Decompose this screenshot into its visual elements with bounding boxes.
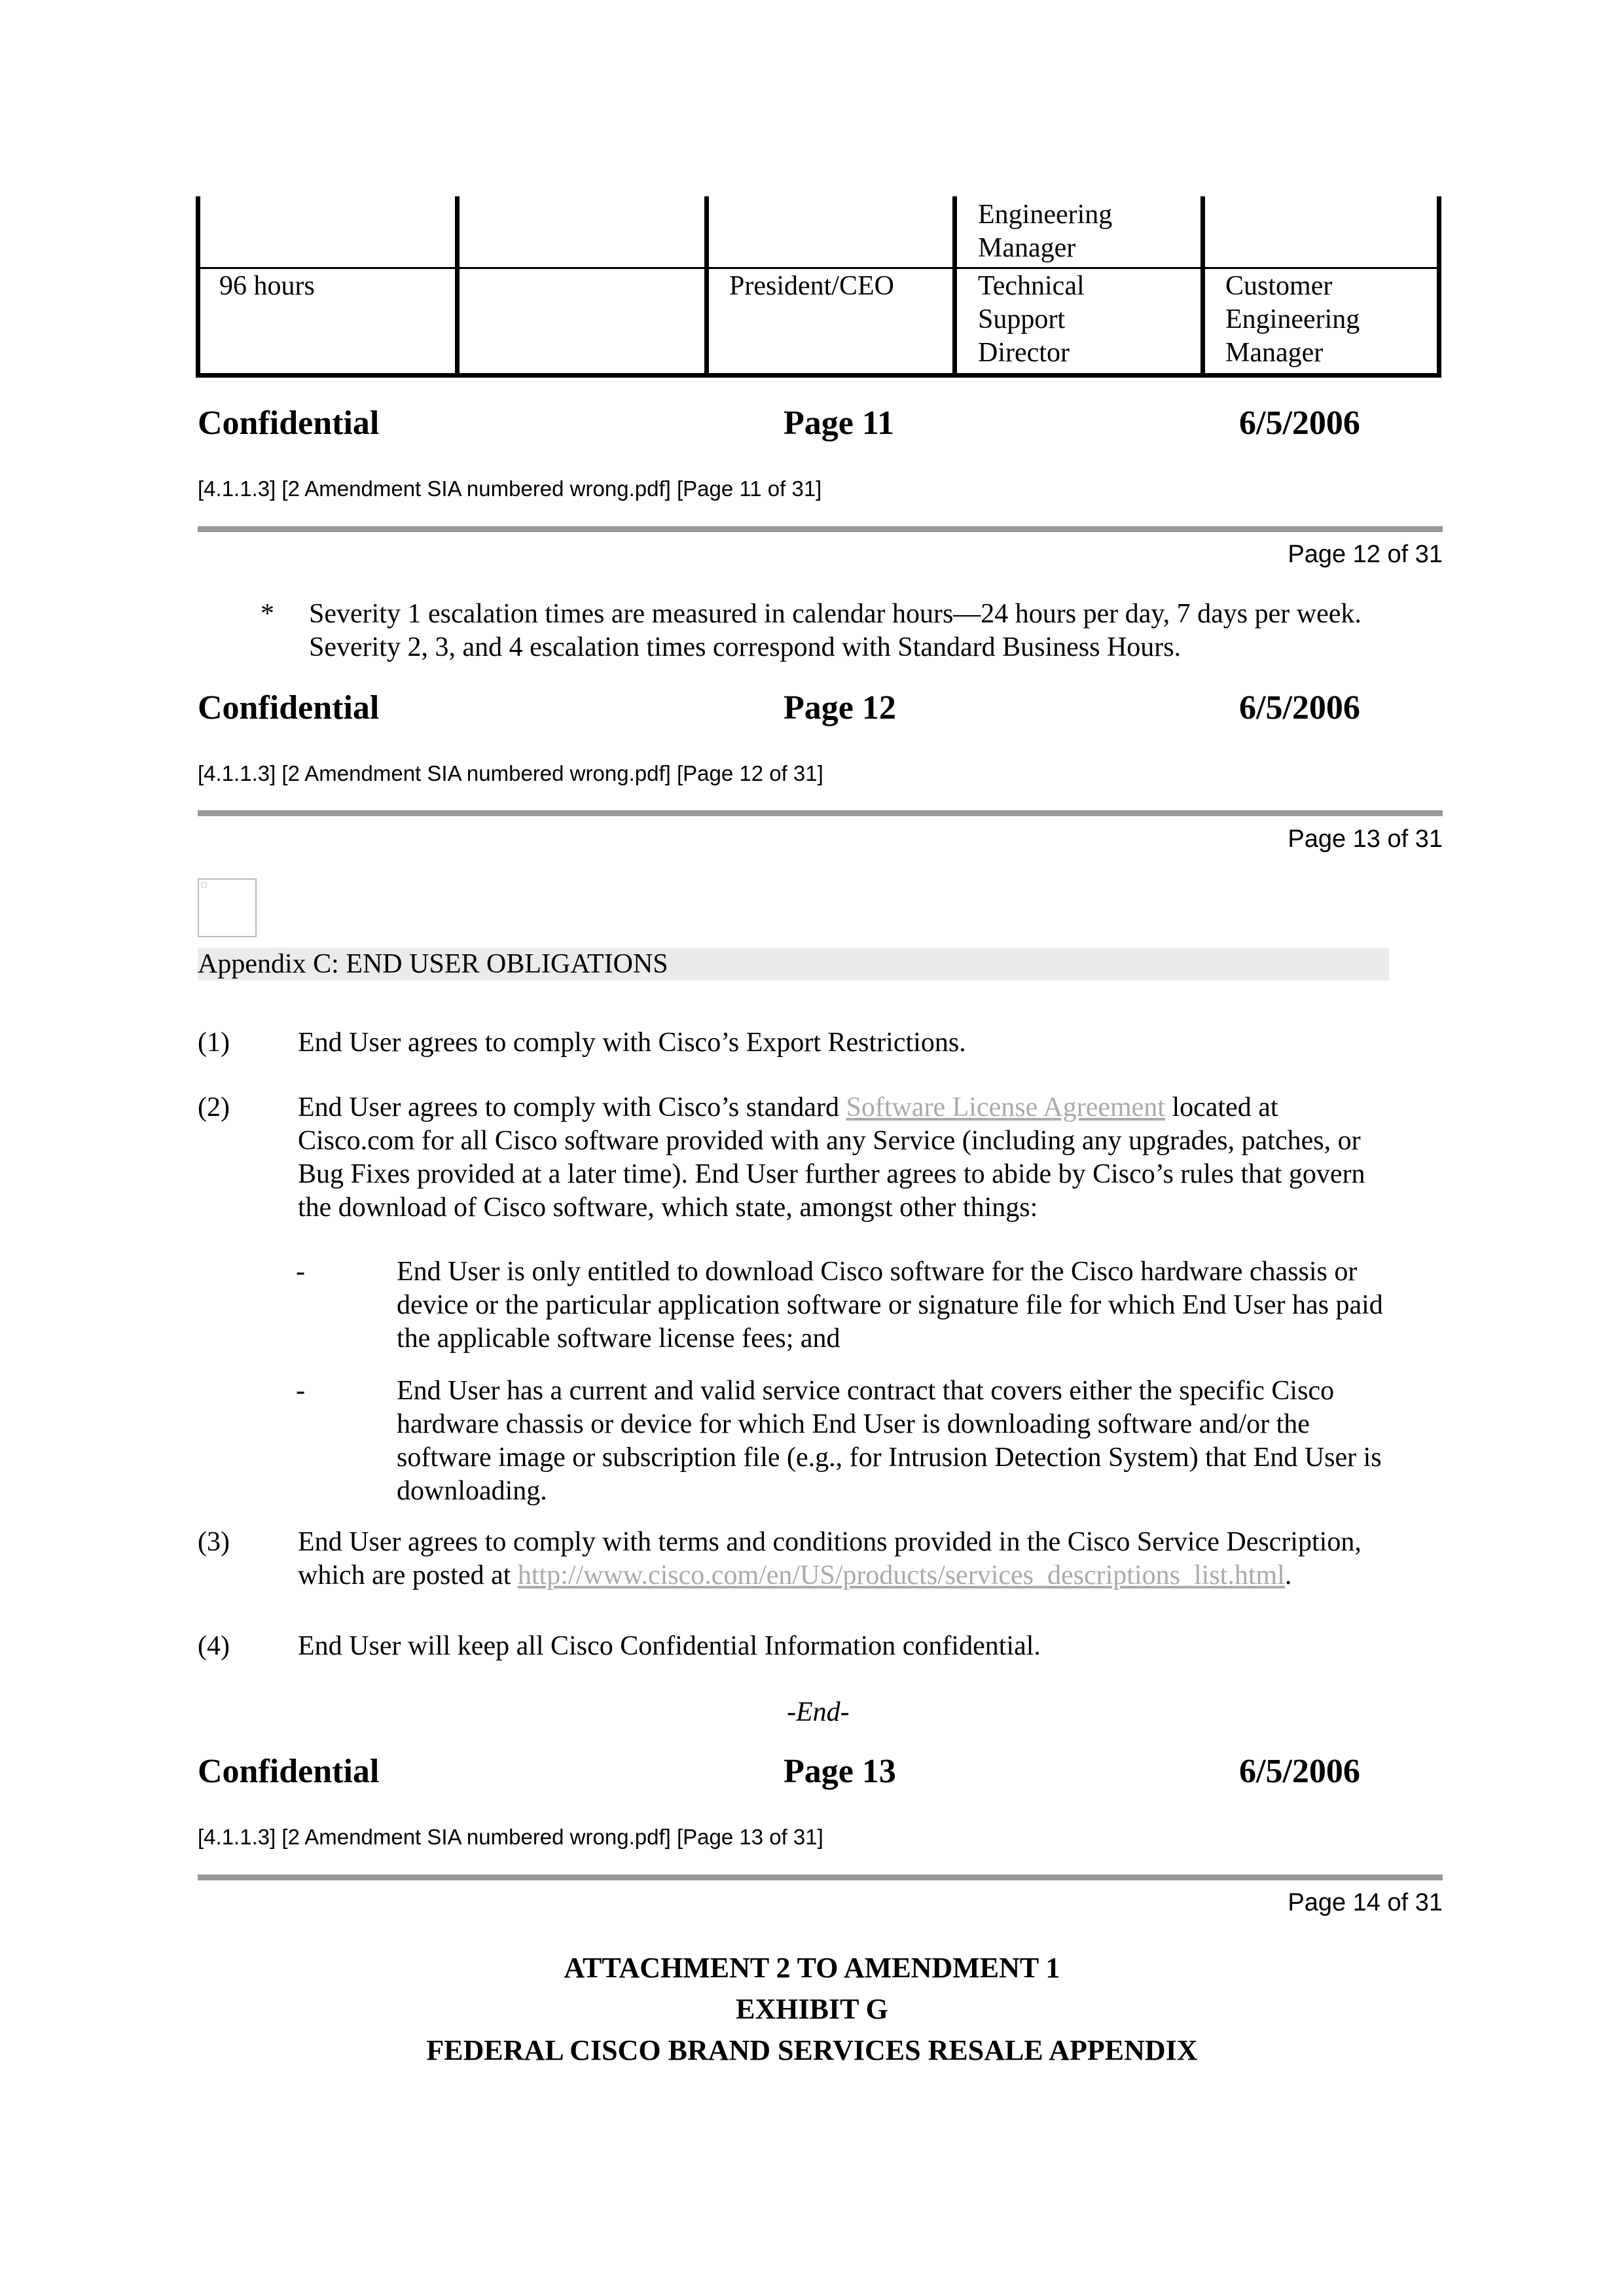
severity-note: Severity 1 escalation times are measured in calendar hours—24 hours per day, 7 days per week. Severity 2, 3, and 4 escalation times correspond with Standard Business Hours. [309, 599, 1362, 662]
bullet-dash: - [296, 1376, 305, 1406]
page-header-number: Page 14 of 31 [1288, 1889, 1443, 1916]
footer-page-number: Page 11 [784, 404, 894, 442]
list-item: End User has a current and valid service contract that covers either the specific Cisco hardware chassis or device for which End User is downloading software and/or the software image or subscription file (e.g., for Intrusion Detection System) that End User is downloading. [397, 1376, 1382, 1506]
footer-confidential: Confidential [198, 689, 380, 726]
list-number: (2) [198, 1092, 230, 1122]
table-border [704, 196, 709, 378]
table-cell: 96 hours [219, 271, 315, 301]
end-marker: -End- [787, 1697, 850, 1727]
footer-date: 6/5/2006 [1239, 1753, 1360, 1790]
footnote-marker: * [261, 599, 274, 629]
page-separator [198, 810, 1443, 816]
table-cell: Technical Support Director [978, 271, 1085, 368]
table-cell: Customer Engineering Manager [1225, 271, 1360, 368]
footer-confidential: Confidential [198, 1753, 380, 1790]
exhibit-title: EXHIBIT G [736, 1993, 888, 2025]
list-item: End User agrees to comply with terms and conditions provided in the Cisco Service Description, which are posted at http://www.cisco.com/en/US/products/services_descriptions_list.html. [298, 1527, 1362, 1590]
service-descriptions-link[interactable]: http://www.cisco.com/en/US/products/services_descriptions_list.html [517, 1560, 1285, 1590]
source-reference: [4.1.1.3] [2 Amendment SIA numbered wrong.pdf] [Page 13 of 31] [198, 1825, 823, 1849]
footer-date: 6/5/2006 [1239, 404, 1360, 442]
table-cell: President/CEO [729, 271, 894, 301]
attachment-title: ATTACHMENT 2 TO AMENDMENT 1 [564, 1952, 1060, 1984]
footer-page-number: Page 13 [784, 1753, 896, 1790]
table-border [1437, 196, 1441, 378]
list-number: (4) [198, 1631, 230, 1661]
source-reference: [4.1.1.3] [2 Amendment SIA numbered wrong.pdf] [Page 12 of 31] [198, 761, 823, 785]
page-header-number: Page 13 of 31 [1288, 825, 1443, 853]
attachment-heading [0, 1947, 1624, 2071]
list-number: (1) [198, 1028, 230, 1058]
page-separator [198, 526, 1443, 532]
table-border [196, 196, 200, 378]
list-item: End User agrees to comply with Cisco’s Export Restrictions. [298, 1028, 966, 1058]
bullet-dash: - [296, 1257, 305, 1287]
broken-image-icon [198, 878, 257, 937]
list-item: End User is only entitled to download Cisco software for the Cisco hardware chassis or device or the particular application software or signature file for which End User has paid the applicable software license fees; and [397, 1257, 1383, 1354]
software-license-agreement-link[interactable]: Software License Agreement [846, 1092, 1165, 1122]
table-border [196, 373, 1441, 378]
list-number: (3) [198, 1527, 230, 1557]
footer-date: 6/5/2006 [1239, 689, 1360, 726]
footer-confidential: Confidential [198, 404, 380, 442]
footer-page-number: Page 12 [784, 689, 896, 726]
page-header-number: Page 12 of 31 [1288, 541, 1443, 568]
list-item: End User will keep all Cisco Confidential Information confidential. [298, 1631, 1041, 1661]
list-item: End User agrees to comply with Cisco’s standard Software License Agreement located at Cisco.com for all Cisco software provided with any Service (including any upgrades, patches, or Bug Fixes provided at a later time). End User further agrees to abide by Cisco’s rules that govern the download of Cisco software, which state, amongst other things: [298, 1092, 1365, 1223]
page-separator [198, 1874, 1443, 1880]
table-border [455, 196, 460, 378]
table-border [1200, 196, 1205, 378]
source-reference: [4.1.1.3] [2 Amendment SIA numbered wrong.pdf] [Page 11 of 31] [198, 476, 822, 501]
table-cell: Engineering Manager [978, 200, 1113, 263]
appendix-title: Appendix C: END USER OBLIGATIONS [198, 948, 1389, 980]
table-border [196, 267, 1441, 269]
table-border [952, 196, 957, 378]
appendix-heading: FEDERAL CISCO BRAND SERVICES RESALE APPENDIX [426, 2034, 1198, 2066]
